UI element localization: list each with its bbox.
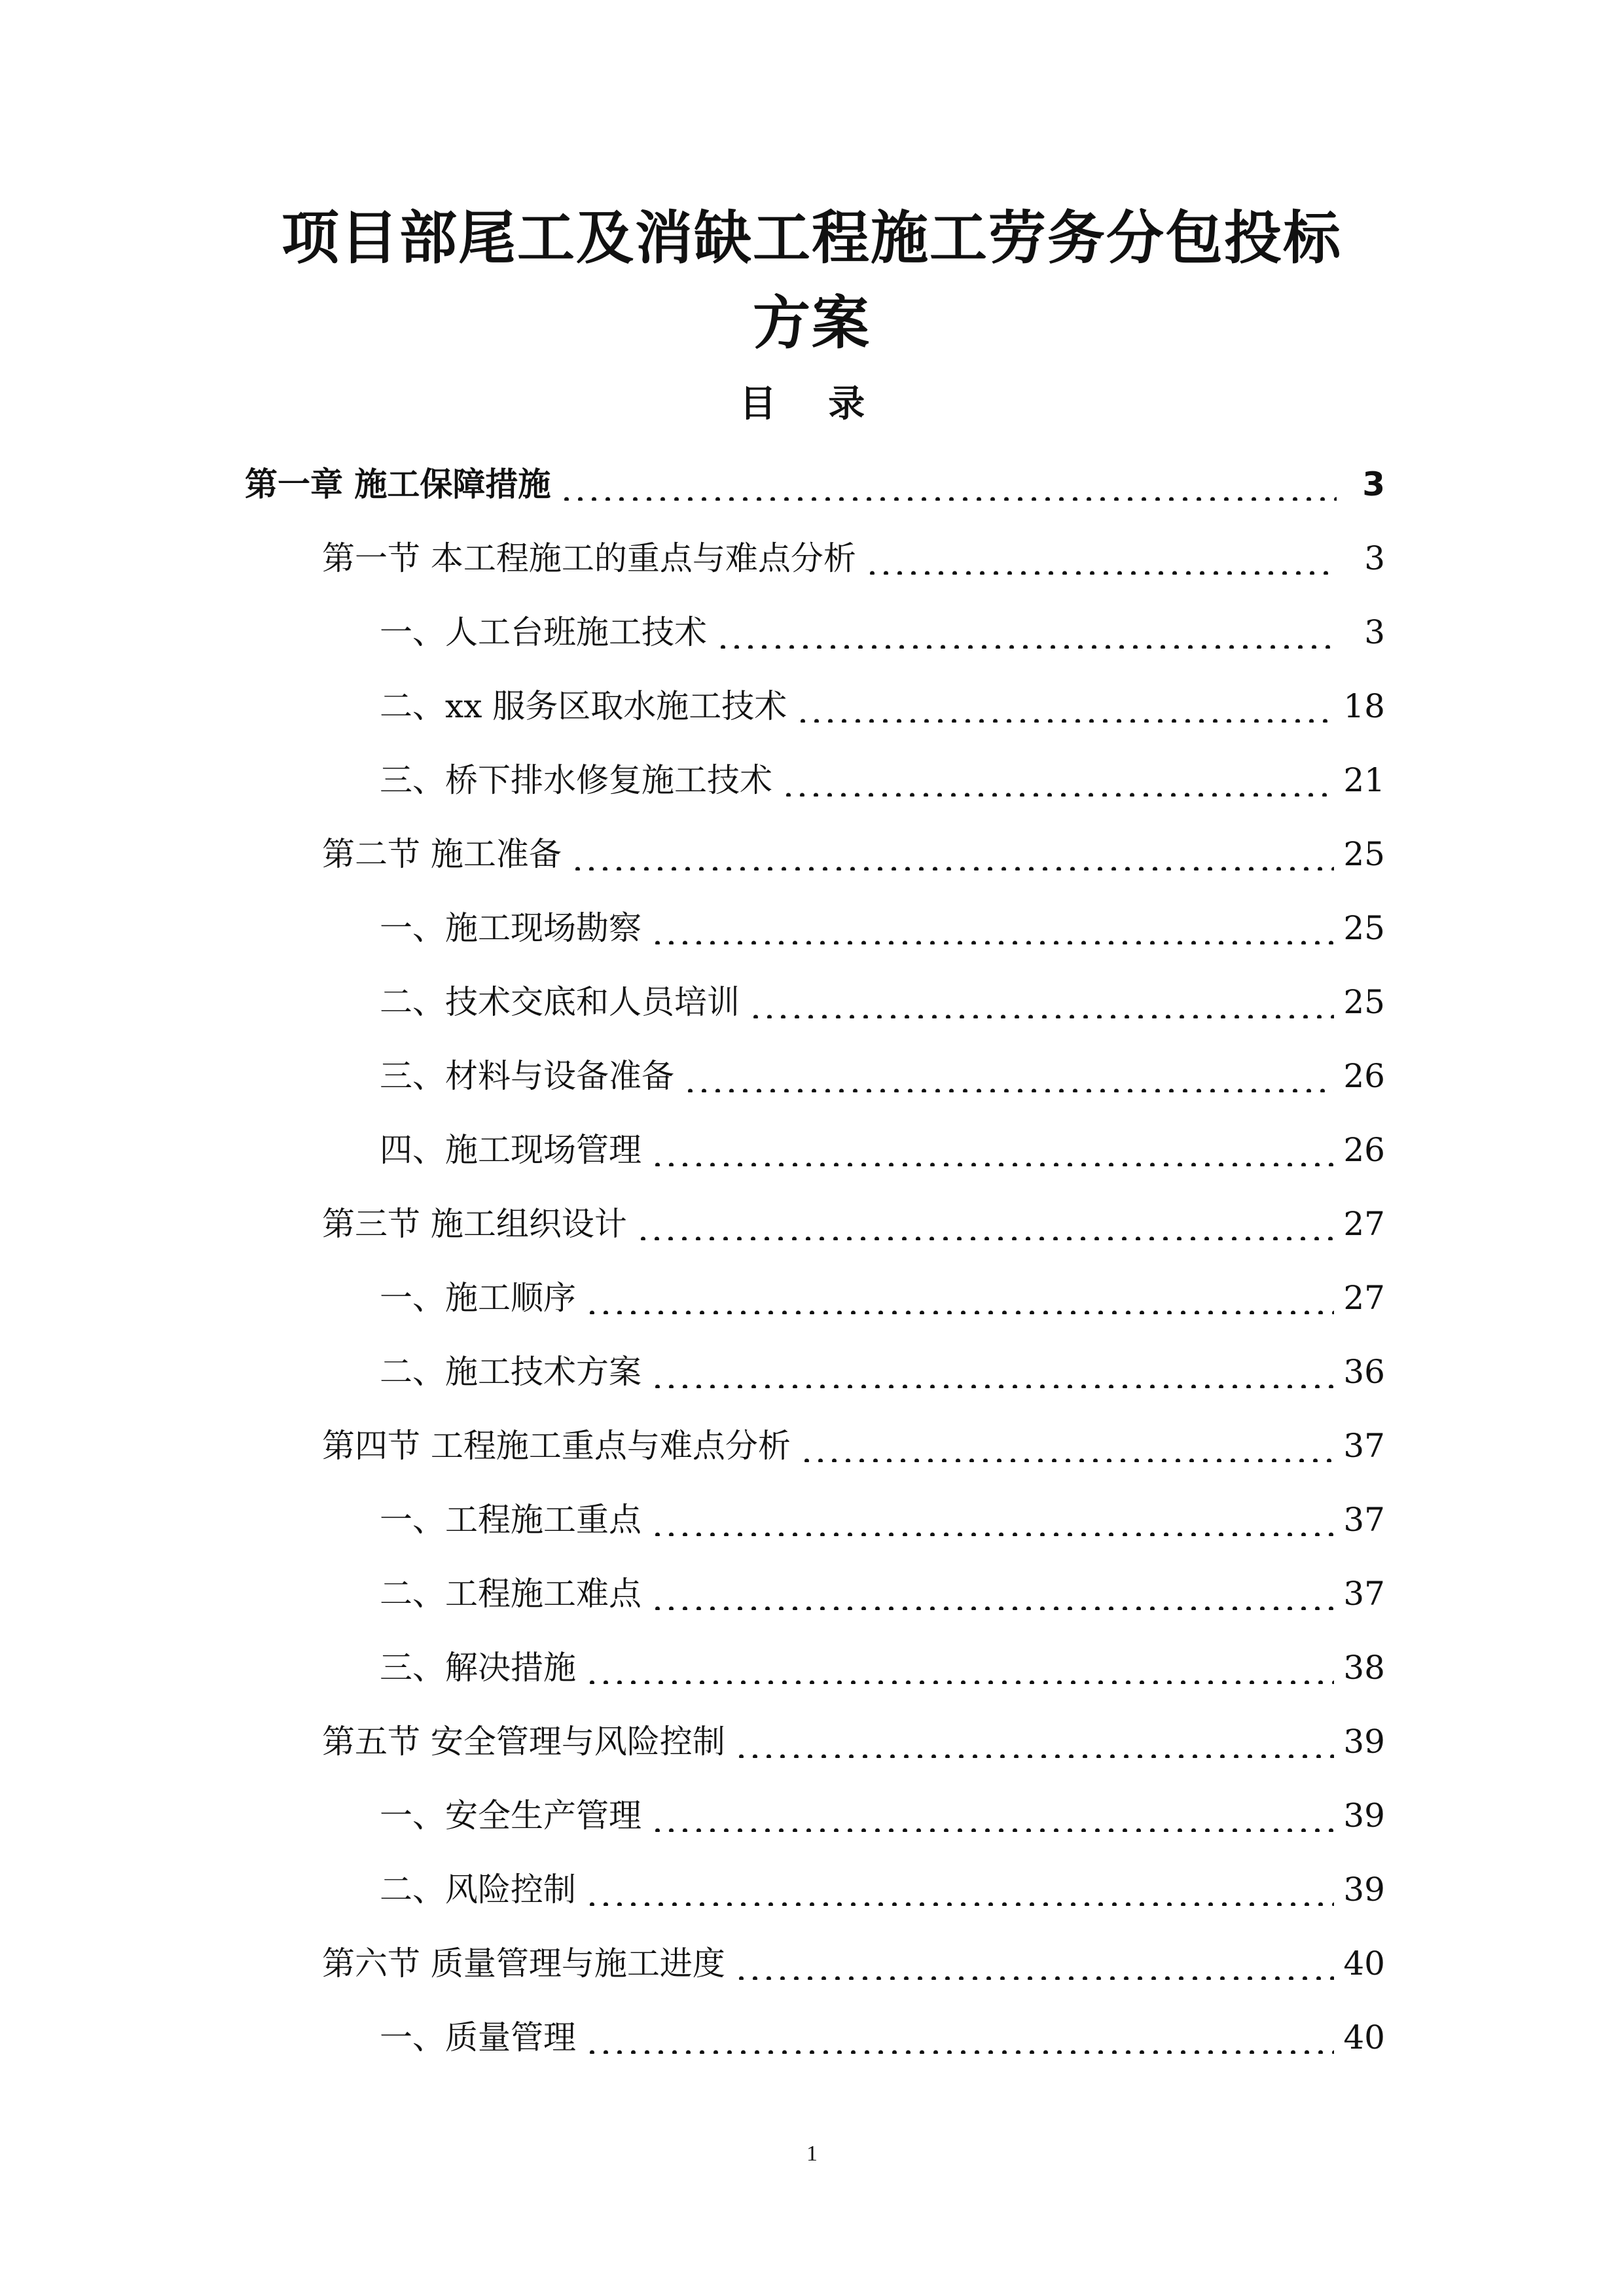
toc-dot-leader	[651, 1799, 1334, 1832]
toc-entry[interactable]	[0, 976, 1624, 1028]
toc-entry[interactable]	[0, 680, 1624, 732]
toc-dot-leader	[585, 1873, 1334, 1906]
toc-entry-page: 38	[1343, 1649, 1385, 1687]
toc-entry[interactable]	[0, 1420, 1624, 1472]
toc-entry[interactable]	[0, 1050, 1624, 1102]
toc-entry-label: 二、工程施工难点	[380, 1575, 641, 1613]
toc-entry-page: 39	[1343, 1723, 1385, 1761]
toc-entry[interactable]	[0, 754, 1624, 806]
toc-dot-leader	[796, 690, 1334, 723]
toc-entry-label: 第四节 工程施工重点与难点分析	[322, 1427, 791, 1465]
document-title-line-1: 项目部尾工及消缺工程施工劳务分包投标	[281, 204, 1342, 272]
toc-dot-leader	[560, 468, 1337, 501]
toc-heading: 目 录	[739, 383, 885, 425]
toc-entry-label: 第一节 本工程施工的重点与难点分析	[322, 539, 856, 577]
toc-dot-leader	[734, 1725, 1334, 1758]
toc-entry-page: 26	[1343, 1131, 1385, 1169]
toc-dot-leader	[683, 1060, 1334, 1092]
toc-dot-leader	[716, 616, 1337, 649]
toc-entry-label: 三、桥下排水修复施工技术	[380, 761, 772, 799]
toc-entry-page: 37	[1343, 1427, 1385, 1465]
toc-entry-label: 一、质量管理	[380, 2018, 576, 2056]
toc-entry-label: 一、施工现场勘察	[380, 909, 641, 947]
toc-dot-leader	[749, 986, 1334, 1018]
toc-dot-leader	[651, 1355, 1334, 1388]
toc-entry-page: 39	[1343, 1871, 1385, 1909]
toc-entry[interactable]	[0, 902, 1624, 954]
toc-dot-leader	[651, 1577, 1334, 1610]
toc-entry[interactable]	[0, 458, 1624, 511]
toc-entry[interactable]	[0, 1124, 1624, 1176]
toc-entry-page: 40	[1343, 2018, 1385, 2056]
toc-entry-label: 第五节 安全管理与风险控制	[322, 1723, 725, 1761]
toc-dot-leader	[800, 1429, 1334, 1462]
toc-entry-label: 一、安全生产管理	[380, 1797, 641, 1835]
toc-entry-page: 36	[1343, 1353, 1385, 1391]
toc-entry[interactable]	[0, 1198, 1624, 1250]
toc-entry[interactable]	[0, 532, 1624, 584]
toc-entry[interactable]	[0, 1272, 1624, 1324]
toc-entry-label: 二、xx 服务区取水施工技术	[380, 687, 787, 725]
toc-entry[interactable]	[0, 1494, 1624, 1546]
toc-entry[interactable]	[0, 828, 1624, 880]
toc-entry[interactable]	[0, 1937, 1624, 1990]
toc-entry-page: 40	[1343, 1945, 1385, 1982]
toc-dot-leader	[782, 764, 1334, 797]
toc-entry-label: 一、人工台班施工技术	[380, 613, 707, 651]
toc-entry-label: 第一章 施工保障措施	[245, 465, 551, 503]
toc-entry-label: 二、技术交底和人员培训	[380, 983, 740, 1021]
toc-dot-leader	[651, 1503, 1334, 1536]
toc-entry-label: 第六节 质量管理与施工进度	[322, 1945, 725, 1982]
toc-entry-page: 25	[1343, 983, 1385, 1021]
toc-entry-page: 18	[1343, 687, 1385, 725]
toc-entry-page: 3	[1364, 539, 1385, 577]
toc-entry-label: 三、解决措施	[380, 1649, 576, 1687]
toc-entry-label: 二、风险控制	[380, 1871, 576, 1909]
toc-entry-page: 25	[1343, 909, 1385, 947]
toc-entry-label: 一、工程施工重点	[380, 1501, 641, 1539]
toc-entry-label: 三、材料与设备准备	[380, 1057, 674, 1095]
toc-dot-leader	[865, 542, 1337, 575]
toc-entry[interactable]	[0, 1346, 1624, 1398]
toc-entry-page: 27	[1343, 1279, 1385, 1317]
toc-entry-label: 第二节 施工准备	[322, 835, 562, 873]
toc-dot-leader	[585, 1282, 1334, 1314]
toc-entry[interactable]	[0, 1715, 1624, 1768]
toc-entry-page: 3	[1364, 613, 1385, 651]
toc-dot-leader	[651, 912, 1334, 944]
toc-entry[interactable]	[0, 2011, 1624, 2064]
toc-dot-leader	[734, 1947, 1334, 1980]
toc-entry-label: 一、施工顺序	[380, 1279, 576, 1317]
toc-entry-page: 37	[1343, 1501, 1385, 1539]
toc-entry[interactable]	[0, 1789, 1624, 1842]
toc-entry[interactable]	[0, 1568, 1624, 1620]
toc-entry-page: 37	[1343, 1575, 1385, 1613]
toc-entry-page: 25	[1343, 835, 1385, 873]
toc-dot-leader	[651, 1134, 1334, 1166]
toc-dot-leader	[585, 2021, 1334, 2054]
toc-entry[interactable]	[0, 1863, 1624, 1916]
toc-entry[interactable]	[0, 606, 1624, 658]
toc-entry-label: 第三节 施工组织设计	[322, 1205, 627, 1243]
toc-dot-leader	[636, 1208, 1334, 1240]
toc-entry-page: 3	[1362, 465, 1385, 503]
toc-entry-label: 二、施工技术方案	[380, 1353, 641, 1391]
toc-dot-leader	[571, 838, 1334, 870]
toc-entry-page: 39	[1343, 1797, 1385, 1835]
page-number: 1	[806, 2142, 818, 2166]
toc-entry-page: 27	[1343, 1205, 1385, 1243]
toc-entry-label: 四、施工现场管理	[380, 1131, 641, 1169]
toc-dot-leader	[585, 1651, 1334, 1684]
toc-entry-page: 26	[1343, 1057, 1385, 1095]
toc-entry-page: 21	[1343, 761, 1385, 799]
toc-entry[interactable]	[0, 1641, 1624, 1694]
document-title-line-2: 方案	[752, 289, 871, 357]
